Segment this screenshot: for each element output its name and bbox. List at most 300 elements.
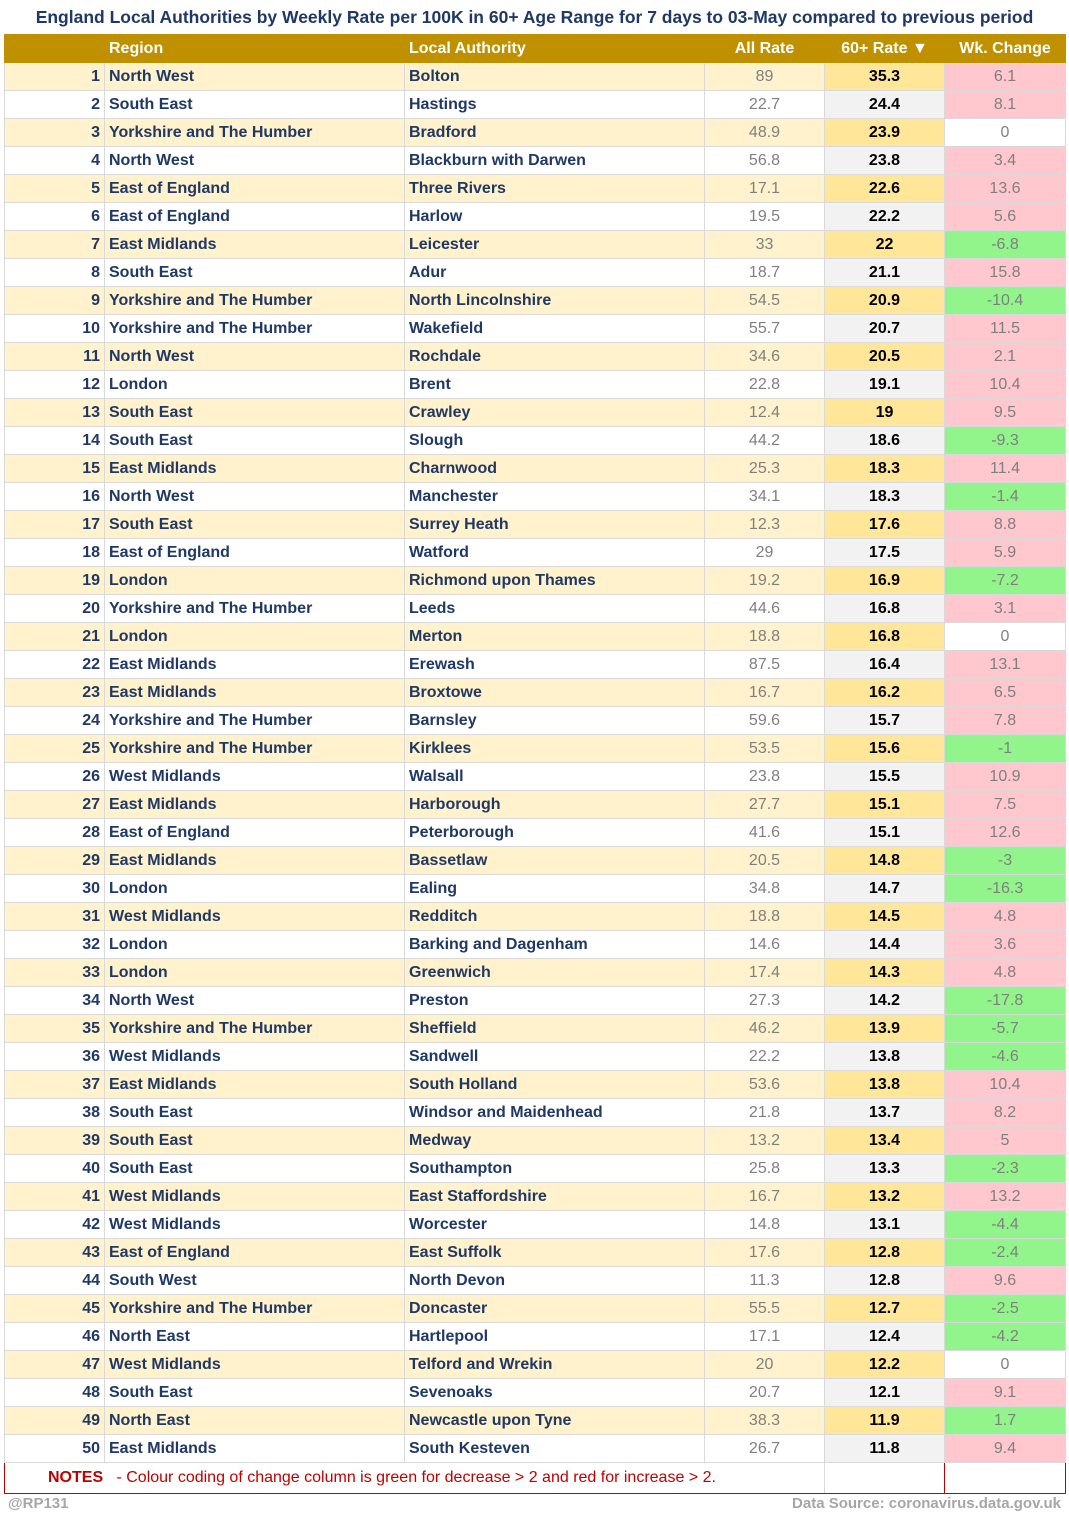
local-authority-cell: Wakefield <box>405 315 705 343</box>
weekly-change-cell: -10.4 <box>945 287 1066 315</box>
all-rate-cell: 11.3 <box>705 1267 825 1295</box>
local-authority-cell: Windsor and Maidenhead <box>405 1099 705 1127</box>
region-cell: East Midlands <box>105 847 405 875</box>
weekly-change-cell: 8.2 <box>945 1099 1066 1127</box>
weekly-change-cell: 15.8 <box>945 259 1066 287</box>
local-authority-cell: Richmond upon Thames <box>405 567 705 595</box>
table-row <box>5 1015 1066 1043</box>
header-all-rate[interactable]: All Rate <box>705 35 825 63</box>
local-authority-cell: Newcastle upon Tyne <box>405 1407 705 1435</box>
weekly-change-cell: 0 <box>945 1351 1066 1379</box>
local-authority-cell: Rochdale <box>405 343 705 371</box>
rank-cell: 49 <box>5 1407 105 1435</box>
rate-60-cell: 16.9 <box>825 567 945 595</box>
region-cell: West Midlands <box>105 1351 405 1379</box>
rank-cell: 45 <box>5 1295 105 1323</box>
rank-cell: 32 <box>5 931 105 959</box>
rank-cell: 3 <box>5 119 105 147</box>
local-authority-cell: South Holland <box>405 1071 705 1099</box>
weekly-change-cell: -1.4 <box>945 483 1066 511</box>
rank-cell: 37 <box>5 1071 105 1099</box>
rank-cell: 20 <box>5 595 105 623</box>
local-authority-cell: Blackburn with Darwen <box>405 147 705 175</box>
table-row <box>5 1351 1066 1379</box>
region-cell: London <box>105 875 405 903</box>
rate-60-cell: 14.2 <box>825 987 945 1015</box>
rank-cell: 50 <box>5 1435 105 1463</box>
all-rate-cell: 22.7 <box>705 91 825 119</box>
all-rate-cell: 59.6 <box>705 707 825 735</box>
all-rate-cell: 20.7 <box>705 1379 825 1407</box>
all-rate-cell: 89 <box>705 63 825 91</box>
table-row <box>5 1043 1066 1071</box>
table-header-row <box>5 35 1066 63</box>
table-row <box>5 1211 1066 1239</box>
region-cell: East Midlands <box>105 455 405 483</box>
all-rate-cell: 41.6 <box>705 819 825 847</box>
rank-cell: 33 <box>5 959 105 987</box>
all-rate-cell: 33 <box>705 231 825 259</box>
region-cell: South East <box>105 91 405 119</box>
region-cell: East of England <box>105 539 405 567</box>
weekly-change-cell: 3.6 <box>945 931 1066 959</box>
rate-60-cell: 13.2 <box>825 1183 945 1211</box>
weekly-change-cell: -6.8 <box>945 231 1066 259</box>
all-rate-cell: 55.7 <box>705 315 825 343</box>
rank-cell: 8 <box>5 259 105 287</box>
table-row <box>5 847 1066 875</box>
table-row <box>5 1435 1066 1463</box>
region-cell: South East <box>105 259 405 287</box>
rank-cell: 26 <box>5 763 105 791</box>
rank-cell: 28 <box>5 819 105 847</box>
weekly-change-cell: 9.5 <box>945 399 1066 427</box>
notes-label: NOTES <box>48 1469 104 1486</box>
rate-60-cell: 22.2 <box>825 203 945 231</box>
rank-cell: 15 <box>5 455 105 483</box>
region-cell: East of England <box>105 1239 405 1267</box>
rank-cell: 14 <box>5 427 105 455</box>
rate-60-cell: 17.5 <box>825 539 945 567</box>
region-cell: London <box>105 623 405 651</box>
sort-desc-icon[interactable]: ▼ <box>911 39 928 57</box>
rate-60-cell: 14.5 <box>825 903 945 931</box>
weekly-change-cell: 5.9 <box>945 539 1066 567</box>
all-rate-cell: 56.8 <box>705 147 825 175</box>
rate-60-cell: 23.9 <box>825 119 945 147</box>
table-row <box>5 567 1066 595</box>
weekly-change-cell: -4.4 <box>945 1211 1066 1239</box>
rate-60-cell: 23.8 <box>825 147 945 175</box>
header-60-rate[interactable] <box>825 35 945 63</box>
region-cell: Yorkshire and The Humber <box>105 1015 405 1043</box>
weekly-change-cell: 9.6 <box>945 1267 1066 1295</box>
all-rate-cell: 20 <box>705 1351 825 1379</box>
rate-60-cell: 16.4 <box>825 651 945 679</box>
region-cell: East Midlands <box>105 651 405 679</box>
region-cell: East Midlands <box>105 231 405 259</box>
table-row <box>5 1239 1066 1267</box>
local-authority-cell: Southampton <box>405 1155 705 1183</box>
table-body <box>5 63 1066 1463</box>
weekly-change-cell: -5.7 <box>945 1015 1066 1043</box>
all-rate-cell: 19.2 <box>705 567 825 595</box>
weekly-change-cell: 11.5 <box>945 315 1066 343</box>
rate-60-cell: 13.9 <box>825 1015 945 1043</box>
region-cell: North West <box>105 343 405 371</box>
rank-cell: 12 <box>5 371 105 399</box>
rate-60-cell: 13.8 <box>825 1071 945 1099</box>
table-row <box>5 315 1066 343</box>
rate-60-cell: 11.8 <box>825 1435 945 1463</box>
notes-cell <box>5 1463 825 1494</box>
local-authority-cell: Walsall <box>405 763 705 791</box>
rank-cell: 42 <box>5 1211 105 1239</box>
region-cell: East Midlands <box>105 679 405 707</box>
table-row <box>5 819 1066 847</box>
rank-cell: 41 <box>5 1183 105 1211</box>
local-authority-cell: Sheffield <box>405 1015 705 1043</box>
table-row <box>5 595 1066 623</box>
rank-cell: 4 <box>5 147 105 175</box>
weekly-change-cell: 9.4 <box>945 1435 1066 1463</box>
rate-60-cell: 14.3 <box>825 959 945 987</box>
region-cell: Yorkshire and The Humber <box>105 735 405 763</box>
table-row <box>5 623 1066 651</box>
all-rate-cell: 34.1 <box>705 483 825 511</box>
region-cell: Yorkshire and The Humber <box>105 315 405 343</box>
rate-60-cell: 13.1 <box>825 1211 945 1239</box>
all-rate-cell: 48.9 <box>705 119 825 147</box>
all-rate-cell: 25.3 <box>705 455 825 483</box>
rank-cell: 34 <box>5 987 105 1015</box>
rate-60-cell: 15.6 <box>825 735 945 763</box>
weekly-change-cell: 13.1 <box>945 651 1066 679</box>
local-authority-cell: Leicester <box>405 231 705 259</box>
region-cell: North West <box>105 63 405 91</box>
rate-60-cell: 15.7 <box>825 707 945 735</box>
weekly-change-cell: 3.1 <box>945 595 1066 623</box>
all-rate-cell: 16.7 <box>705 679 825 707</box>
weekly-change-cell: -9.3 <box>945 427 1066 455</box>
local-authority-cell: Adur <box>405 259 705 287</box>
local-authority-cell: Hartlepool <box>405 1323 705 1351</box>
weekly-change-cell: 6.1 <box>945 63 1066 91</box>
table-row <box>5 1099 1066 1127</box>
rank-cell: 36 <box>5 1043 105 1071</box>
local-authority-cell: Surrey Heath <box>405 511 705 539</box>
weekly-change-cell: 5.6 <box>945 203 1066 231</box>
rank-cell: 22 <box>5 651 105 679</box>
header-local-authority[interactable]: Local Authority <box>405 35 705 63</box>
local-authority-cell: Erewash <box>405 651 705 679</box>
local-authority-cell: Preston <box>405 987 705 1015</box>
rate-60-cell: 21.1 <box>825 259 945 287</box>
local-authority-cell: Barnsley <box>405 707 705 735</box>
weekly-change-cell: 7.5 <box>945 791 1066 819</box>
region-cell: London <box>105 371 405 399</box>
rate-60-cell: 12.4 <box>825 1323 945 1351</box>
table-row <box>5 987 1066 1015</box>
rate-60-cell: 12.2 <box>825 1351 945 1379</box>
region-cell: South East <box>105 399 405 427</box>
weekly-change-cell: 6.5 <box>945 679 1066 707</box>
rate-60-cell: 16.8 <box>825 623 945 651</box>
table-row <box>5 1155 1066 1183</box>
table-row <box>5 1071 1066 1099</box>
data-source: Data Source: coronavirus.data.gov.uk <box>792 1495 1061 1512</box>
weekly-change-cell: 13.6 <box>945 175 1066 203</box>
rank-cell: 43 <box>5 1239 105 1267</box>
notes-row <box>5 1463 1066 1494</box>
weekly-change-cell: 3.4 <box>945 147 1066 175</box>
rank-cell: 40 <box>5 1155 105 1183</box>
region-cell: London <box>105 959 405 987</box>
rank-cell: 27 <box>5 791 105 819</box>
local-authority-cell: Medway <box>405 1127 705 1155</box>
local-authority-cell: Slough <box>405 427 705 455</box>
local-authority-cell: Bassetlaw <box>405 847 705 875</box>
rate-60-cell: 13.8 <box>825 1043 945 1071</box>
rate-60-cell: 12.8 <box>825 1239 945 1267</box>
all-rate-cell: 17.1 <box>705 1323 825 1351</box>
all-rate-cell: 87.5 <box>705 651 825 679</box>
local-authority-cell: Crawley <box>405 399 705 427</box>
all-rate-cell: 19.5 <box>705 203 825 231</box>
rank-cell: 16 <box>5 483 105 511</box>
region-cell: East of England <box>105 175 405 203</box>
rate-60-cell: 24.4 <box>825 91 945 119</box>
local-authority-cell: Watford <box>405 539 705 567</box>
region-cell: West Midlands <box>105 763 405 791</box>
weekly-change-cell: 0 <box>945 119 1066 147</box>
region-cell: East of England <box>105 203 405 231</box>
table-row <box>5 343 1066 371</box>
region-cell: South East <box>105 511 405 539</box>
author-handle: @RP131 <box>8 1495 69 1512</box>
all-rate-cell: 27.3 <box>705 987 825 1015</box>
rate-60-cell: 12.8 <box>825 1267 945 1295</box>
all-rate-cell: 25.8 <box>705 1155 825 1183</box>
all-rate-cell: 18.8 <box>705 623 825 651</box>
rank-cell: 46 <box>5 1323 105 1351</box>
local-authority-cell: Kirklees <box>405 735 705 763</box>
table-row <box>5 119 1066 147</box>
table-row <box>5 511 1066 539</box>
table-row <box>5 1127 1066 1155</box>
all-rate-cell: 34.6 <box>705 343 825 371</box>
local-authority-cell: Sandwell <box>405 1043 705 1071</box>
weekly-change-cell: 11.4 <box>945 455 1066 483</box>
rank-cell: 29 <box>5 847 105 875</box>
weekly-change-cell: 10.4 <box>945 371 1066 399</box>
rank-cell: 30 <box>5 875 105 903</box>
all-rate-cell: 29 <box>705 539 825 567</box>
local-authority-cell: North Lincolnshire <box>405 287 705 315</box>
local-authority-cell: South Kesteven <box>405 1435 705 1463</box>
rate-60-cell: 15.1 <box>825 791 945 819</box>
rank-cell: 17 <box>5 511 105 539</box>
rate-60-cell: 13.4 <box>825 1127 945 1155</box>
weekly-change-cell: -4.6 <box>945 1043 1066 1071</box>
weekly-change-cell: 2.1 <box>945 343 1066 371</box>
table-row <box>5 231 1066 259</box>
region-cell: South East <box>105 1379 405 1407</box>
header-weekly-change[interactable]: Wk. Change <box>945 35 1066 63</box>
rate-60-cell: 16.8 <box>825 595 945 623</box>
rate-60-cell: 19.1 <box>825 371 945 399</box>
table-row <box>5 1183 1066 1211</box>
table-row <box>5 483 1066 511</box>
table-row <box>5 651 1066 679</box>
all-rate-cell: 17.1 <box>705 175 825 203</box>
rate-60-cell: 11.9 <box>825 1407 945 1435</box>
local-authority-cell: Merton <box>405 623 705 651</box>
all-rate-cell: 16.7 <box>705 1183 825 1211</box>
local-authority-cell: Barking and Dagenham <box>405 931 705 959</box>
table-row <box>5 203 1066 231</box>
all-rate-cell: 17.4 <box>705 959 825 987</box>
rates-table <box>4 34 1066 1494</box>
local-authority-cell: Charnwood <box>405 455 705 483</box>
region-cell: North West <box>105 987 405 1015</box>
local-authority-cell: Hastings <box>405 91 705 119</box>
all-rate-cell: 14.8 <box>705 1211 825 1239</box>
local-authority-cell: Leeds <box>405 595 705 623</box>
rank-cell: 11 <box>5 343 105 371</box>
weekly-change-cell: 13.2 <box>945 1183 1066 1211</box>
weekly-change-cell: 10.9 <box>945 763 1066 791</box>
rank-cell: 2 <box>5 91 105 119</box>
local-authority-cell: Broxtowe <box>405 679 705 707</box>
weekly-change-cell: -4.2 <box>945 1323 1066 1351</box>
region-cell: Yorkshire and The Humber <box>105 707 405 735</box>
weekly-change-cell: 8.1 <box>945 91 1066 119</box>
weekly-change-cell: -17.8 <box>945 987 1066 1015</box>
region-cell: Yorkshire and The Humber <box>105 119 405 147</box>
local-authority-cell: Telford and Wrekin <box>405 1351 705 1379</box>
local-authority-cell: Manchester <box>405 483 705 511</box>
region-cell: South East <box>105 427 405 455</box>
local-authority-cell: Doncaster <box>405 1295 705 1323</box>
rate-60-cell: 35.3 <box>825 63 945 91</box>
region-cell: East Midlands <box>105 791 405 819</box>
all-rate-cell: 27.7 <box>705 791 825 819</box>
rate-60-cell: 17.6 <box>825 511 945 539</box>
rate-60-cell: 14.4 <box>825 931 945 959</box>
table-row <box>5 679 1066 707</box>
rank-cell: 6 <box>5 203 105 231</box>
region-cell: North East <box>105 1323 405 1351</box>
table-row <box>5 147 1066 175</box>
table-row <box>5 707 1066 735</box>
table-row <box>5 1267 1066 1295</box>
region-cell: South East <box>105 1127 405 1155</box>
notes-text: - Colour coding of change column is green for decrease > 2 and red for increase > 2. <box>116 1469 716 1486</box>
all-rate-cell: 21.8 <box>705 1099 825 1127</box>
region-cell: Yorkshire and The Humber <box>105 287 405 315</box>
rank-cell: 25 <box>5 735 105 763</box>
rate-60-cell: 12.7 <box>825 1295 945 1323</box>
rank-cell: 48 <box>5 1379 105 1407</box>
region-cell: West Midlands <box>105 1183 405 1211</box>
local-authority-cell: Sevenoaks <box>405 1379 705 1407</box>
rank-cell: 44 <box>5 1267 105 1295</box>
rank-cell: 19 <box>5 567 105 595</box>
region-cell: London <box>105 931 405 959</box>
table-row <box>5 931 1066 959</box>
weekly-change-cell: -2.3 <box>945 1155 1066 1183</box>
all-rate-cell: 23.8 <box>705 763 825 791</box>
local-authority-cell: Greenwich <box>405 959 705 987</box>
all-rate-cell: 53.6 <box>705 1071 825 1099</box>
rate-60-cell: 22 <box>825 231 945 259</box>
all-rate-cell: 46.2 <box>705 1015 825 1043</box>
rank-cell: 7 <box>5 231 105 259</box>
weekly-change-cell: 5 <box>945 1127 1066 1155</box>
local-authority-cell: Peterborough <box>405 819 705 847</box>
region-cell: North West <box>105 147 405 175</box>
header-rank <box>5 35 105 63</box>
local-authority-cell: Bolton <box>405 63 705 91</box>
rank-cell: 24 <box>5 707 105 735</box>
weekly-change-cell: 10.4 <box>945 1071 1066 1099</box>
rate-60-cell: 15.1 <box>825 819 945 847</box>
rank-cell: 9 <box>5 287 105 315</box>
table-row <box>5 399 1066 427</box>
all-rate-cell: 14.6 <box>705 931 825 959</box>
rate-60-cell: 18.3 <box>825 455 945 483</box>
rate-60-cell: 20.5 <box>825 343 945 371</box>
table-row <box>5 1295 1066 1323</box>
weekly-change-cell: 4.8 <box>945 959 1066 987</box>
all-rate-cell: 54.5 <box>705 287 825 315</box>
weekly-change-cell: -7.2 <box>945 567 1066 595</box>
rank-cell: 18 <box>5 539 105 567</box>
rate-60-cell: 18.3 <box>825 483 945 511</box>
table-row <box>5 175 1066 203</box>
rank-cell: 35 <box>5 1015 105 1043</box>
rate-60-cell: 19 <box>825 399 945 427</box>
table-row <box>5 259 1066 287</box>
local-authority-cell: Ealing <box>405 875 705 903</box>
rate-60-cell: 22.6 <box>825 175 945 203</box>
header-region[interactable]: Region <box>105 35 405 63</box>
weekly-change-cell: 8.8 <box>945 511 1066 539</box>
weekly-change-cell: -1 <box>945 735 1066 763</box>
region-cell: London <box>105 567 405 595</box>
rate-60-cell: 14.7 <box>825 875 945 903</box>
table-row <box>5 63 1066 91</box>
rank-cell: 47 <box>5 1351 105 1379</box>
all-rate-cell: 17.6 <box>705 1239 825 1267</box>
rate-60-cell: 15.5 <box>825 763 945 791</box>
region-cell: West Midlands <box>105 1211 405 1239</box>
weekly-change-cell: 0 <box>945 623 1066 651</box>
weekly-change-cell: -2.4 <box>945 1239 1066 1267</box>
notes-empty-cell <box>825 1463 945 1494</box>
rank-cell: 13 <box>5 399 105 427</box>
rank-cell: 38 <box>5 1099 105 1127</box>
weekly-change-cell: 9.1 <box>945 1379 1066 1407</box>
rank-cell: 21 <box>5 623 105 651</box>
all-rate-cell: 12.3 <box>705 511 825 539</box>
all-rate-cell: 13.2 <box>705 1127 825 1155</box>
rank-cell: 23 <box>5 679 105 707</box>
local-authority-cell: Brent <box>405 371 705 399</box>
local-authority-cell: East Suffolk <box>405 1239 705 1267</box>
region-cell: North East <box>105 1407 405 1435</box>
